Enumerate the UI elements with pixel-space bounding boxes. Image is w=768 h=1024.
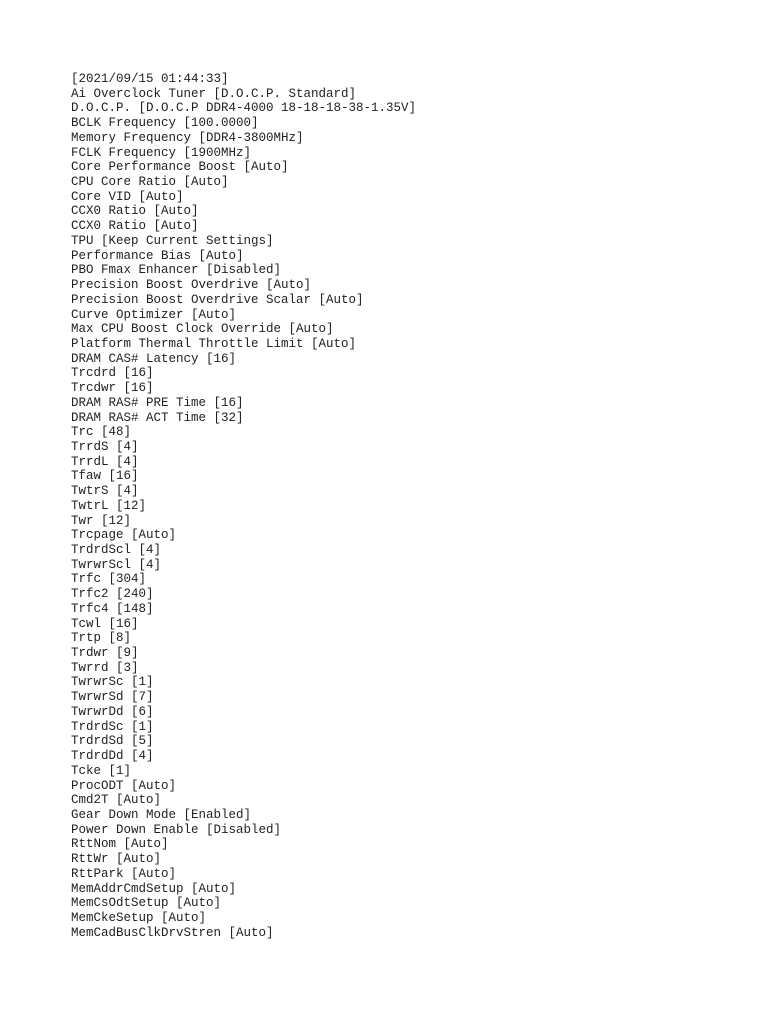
log-line: MemAddrCmdSetup [Auto] — [71, 881, 237, 896]
log-line: Trdwr [9] — [71, 646, 139, 661]
log-line: CCX0 Ratio [Auto] — [71, 204, 199, 219]
log-line: [2021/09/15 01:44:33] — [71, 72, 229, 86]
log-line: Max CPU Boost Clock Override [Auto] — [71, 322, 334, 337]
log-line: Tcke [1] — [71, 763, 132, 778]
log-line: CPU Core Ratio [Auto] — [71, 175, 229, 190]
log-line: Twrrd [3] — [71, 660, 139, 675]
log-line: Gear Down Mode [Enabled] — [71, 807, 252, 822]
log-line: PBO Fmax Enhancer [Disabled] — [71, 263, 282, 278]
log-line: Memory Frequency [DDR4-3800MHz] — [71, 130, 304, 145]
log-line: Trcdwr [16] — [71, 381, 154, 396]
log-line: TwtrL [12] — [71, 498, 147, 513]
log-line: Curve Optimizer [Auto] — [71, 307, 237, 322]
log-line: Trcdrd [16] — [71, 366, 154, 381]
log-line: TrdrdSd [5] — [71, 734, 154, 749]
log-line: Trfc4 [148] — [71, 601, 154, 616]
log-line: Platform Thermal Throttle Limit [Auto] — [71, 336, 357, 351]
log-line: FCLK Frequency [1900MHz] — [71, 145, 252, 160]
log-line: Twr [12] — [71, 513, 132, 528]
log-line: TrdrdSc [1] — [71, 719, 154, 734]
log-line: RttWr [Auto] — [71, 852, 162, 867]
log-line: Performance Bias [Auto] — [71, 248, 244, 263]
log-line: TwtrS [4] — [71, 484, 139, 499]
log-line: Cmd2T [Auto] — [71, 793, 162, 808]
log-line: Power Down Enable [Disabled] — [71, 822, 282, 837]
log-line: BCLK Frequency [100.0000] — [71, 116, 259, 131]
log-line: TwrwrScl [4] — [71, 557, 162, 572]
log-line: TwrwrDd [6] — [71, 704, 154, 719]
log-line: Trfc [304] — [71, 572, 147, 587]
log-line: RttPark [Auto] — [71, 866, 177, 881]
log-line: D.O.C.P. [D.O.C.P DDR4-4000 18-18-18-38-1.35V] — [71, 101, 417, 116]
log-line: Tfaw [16] — [71, 469, 139, 484]
log-line: DRAM RAS# ACT Time [32] — [71, 410, 244, 425]
log-line: TrdrdScl [4] — [71, 543, 162, 557]
log-line: TPU [Keep Current Settings] — [71, 233, 274, 248]
log-line: Ai Overclock Tuner [D.O.C.P. Standard] — [71, 86, 357, 101]
log-line: CCX0 Ratio [Auto] — [71, 219, 199, 234]
log-line: MemCadBusClkDrvStren [Auto] — [71, 925, 274, 940]
log-line: TrrdS [4] — [71, 439, 139, 454]
log-line: Core Performance Boost [Auto] — [71, 160, 289, 175]
log-line: Trcpage [Auto] — [71, 528, 177, 543]
log-line: Precision Boost Overdrive Scalar [Auto] — [71, 292, 364, 307]
log-line: DRAM RAS# PRE Time [16] — [71, 395, 244, 410]
log-line: RttNom [Auto] — [71, 837, 169, 852]
log-line: Trfc2 [240] — [71, 587, 154, 602]
log-line: ProcODT [Auto] — [71, 778, 177, 793]
log-line: Precision Boost Overdrive [Auto] — [71, 278, 312, 293]
log-line: Trc [48] — [71, 425, 132, 440]
bios-settings-log — [71, 72, 416, 940]
log-line: Trtp [8] — [71, 631, 132, 646]
log-line: TwrwrSc [1] — [71, 675, 154, 690]
log-line: Core VID [Auto] — [71, 189, 184, 204]
log-line: Tcwl [16] — [71, 616, 139, 631]
log-line: MemCsOdtSetup [Auto] — [71, 896, 222, 911]
log-line: TrrdL [4] — [71, 454, 139, 469]
log-line: TwrwrSd [7] — [71, 690, 154, 705]
log-line: TrdrdDd [4] — [71, 749, 154, 764]
log-line: MemCkeSetup [Auto] — [71, 910, 207, 925]
log-line: DRAM CAS# Latency [16] — [71, 351, 237, 366]
